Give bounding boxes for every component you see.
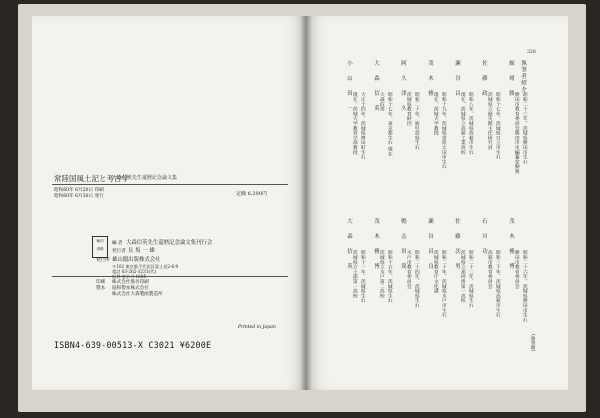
author-name: 石 川 功	[481, 218, 487, 258]
colophon-rule-top	[52, 184, 288, 185]
bio-line: 茨城県教育庁文化課	[432, 250, 438, 294]
author-name: 鯨 岡 勝	[508, 60, 514, 100]
price: 定価 6,200円	[236, 191, 267, 197]
case-maker-name: 株式会社大森製函製造所	[112, 292, 163, 297]
stamp-line-1: 検印	[96, 239, 104, 243]
bio-line: 昭和十五年、茨城県生れ	[386, 250, 392, 303]
printer-label: 印刷	[96, 280, 106, 285]
bio-line: 茨城県立水戸第二高校	[378, 250, 384, 298]
bio-line: 昭和三十年、茨城県高萩市生れ	[494, 250, 500, 318]
page-number: 328	[527, 50, 536, 55]
bio-line: 昭和二十年、鹿児島県生れ	[413, 92, 419, 150]
bio-line: 昭和十七年、茨城県日立市生れ	[494, 92, 500, 160]
bio-line: 茨城県立歴史館主任研究員	[486, 92, 492, 150]
issue-date: 昭和60年 6月30日 発行	[54, 194, 104, 199]
colophon-rule-bottom	[52, 276, 288, 277]
issuer-label: 発行所	[96, 258, 110, 263]
author-name: 大 森 信 英	[346, 218, 352, 273]
bio-line: 勝田市教育委員会	[513, 250, 519, 289]
isbn-line: ISBN4-639-00513-X C3021 ¥6200E	[54, 340, 212, 350]
bio-line: 水戸市教育委員会	[405, 250, 411, 289]
book-title: 常陸国風土記と考古学	[54, 174, 129, 183]
bio-line: 茨城県教育財団	[405, 92, 411, 126]
bio-line: 茨城県立土浦第一高校	[351, 250, 357, 298]
author-name: 瀬 谷 昌	[454, 60, 460, 100]
left-page	[32, 16, 306, 390]
order-note: (執筆順)	[530, 334, 535, 352]
issuer-address: 〒102 東京都千代田区富士見2-6-9	[112, 264, 179, 269]
binder-label: 製本	[96, 286, 106, 291]
bio-line: 高萩市教育委員会	[486, 250, 492, 289]
bio-line: 茨城県立那珂湊第一高校	[459, 250, 465, 303]
bio-line: 大森信英	[378, 92, 384, 112]
printed-in-japan: Printed in Japan	[238, 325, 276, 330]
editor-name: 大森信英先生還暦記念論文集刊行会	[126, 240, 213, 246]
bio-line: 昭和八年、茨城県高萩市生れ	[467, 92, 473, 155]
stamp-line-2: 省略	[96, 247, 104, 251]
bio-line: 昭和十一年、茨城県生れ	[359, 250, 365, 303]
editor-label: 編 者	[112, 241, 123, 246]
bio-line: 大正十四年、茨城県鉾田町生れ	[359, 92, 365, 160]
issuer-transfer: 振替 東京 3-1685	[112, 274, 147, 279]
author-name: 小 山 田 一	[346, 60, 352, 115]
book-subtitle: 大森信英先生還暦記念論文集	[112, 175, 178, 181]
author-name: 阿 久 津 久	[400, 60, 406, 115]
author-name: 佐 藤 政	[481, 60, 487, 100]
bio-line: 昭和二十二年、茨城県生れ	[467, 250, 473, 308]
bio-line: 現在、茨城大学教授	[432, 92, 438, 136]
author-name: 茂 木 雅	[427, 60, 433, 100]
bio-line: 昭和二十六年、茨城県勝田市生れ	[521, 250, 527, 322]
author-name: 茂 木 雅 博	[508, 218, 514, 273]
bio-line: 昭和二十三年、茨城県勝田市生れ	[521, 92, 527, 164]
issuer-phone: 電話 03-262-3231(代)	[112, 269, 156, 274]
section-title: 執筆者紹介	[520, 60, 526, 93]
print-date: 昭和60年 6月20日 印刷	[54, 188, 104, 193]
author-name: 瀬 谷 昌 良	[427, 218, 433, 273]
author-name: 鴨 志 田 篤	[400, 218, 406, 273]
bio-line: 昭和十七年、東京都生れ 現在	[386, 92, 392, 156]
binder-name: 協和製本株式会社	[112, 286, 149, 291]
bio-line: 昭和二十年、茨城県水戸市生れ	[440, 250, 446, 318]
bio-line: 勝田市教育委員会勝田市史編纂室勤務	[513, 92, 519, 174]
seal-stamp	[92, 236, 108, 258]
publisher-name: 長 坂 一 雄	[128, 248, 155, 254]
bio-line: 現在、茨城県立高萩工業高校	[459, 92, 465, 155]
author-name: 佐 藤 次 男	[454, 218, 460, 273]
issuer-name: 雄山閣出版株式会社	[112, 257, 161, 263]
book-gutter	[300, 16, 312, 390]
bio-line: 昭和二十四年、茨城県生れ	[413, 250, 419, 308]
printer-name: 株式会社熊谷印刷	[112, 280, 149, 285]
bio-line: 現在、茨城大学教育学部教授	[351, 92, 357, 155]
bio-line: 昭和十九年、茨城県常陸太田市生れ	[440, 92, 446, 169]
publisher-label: 発行者	[112, 249, 126, 254]
author-name: 茂 木 雅 博	[373, 218, 379, 273]
author-name: 大 森 信 英	[373, 60, 379, 115]
